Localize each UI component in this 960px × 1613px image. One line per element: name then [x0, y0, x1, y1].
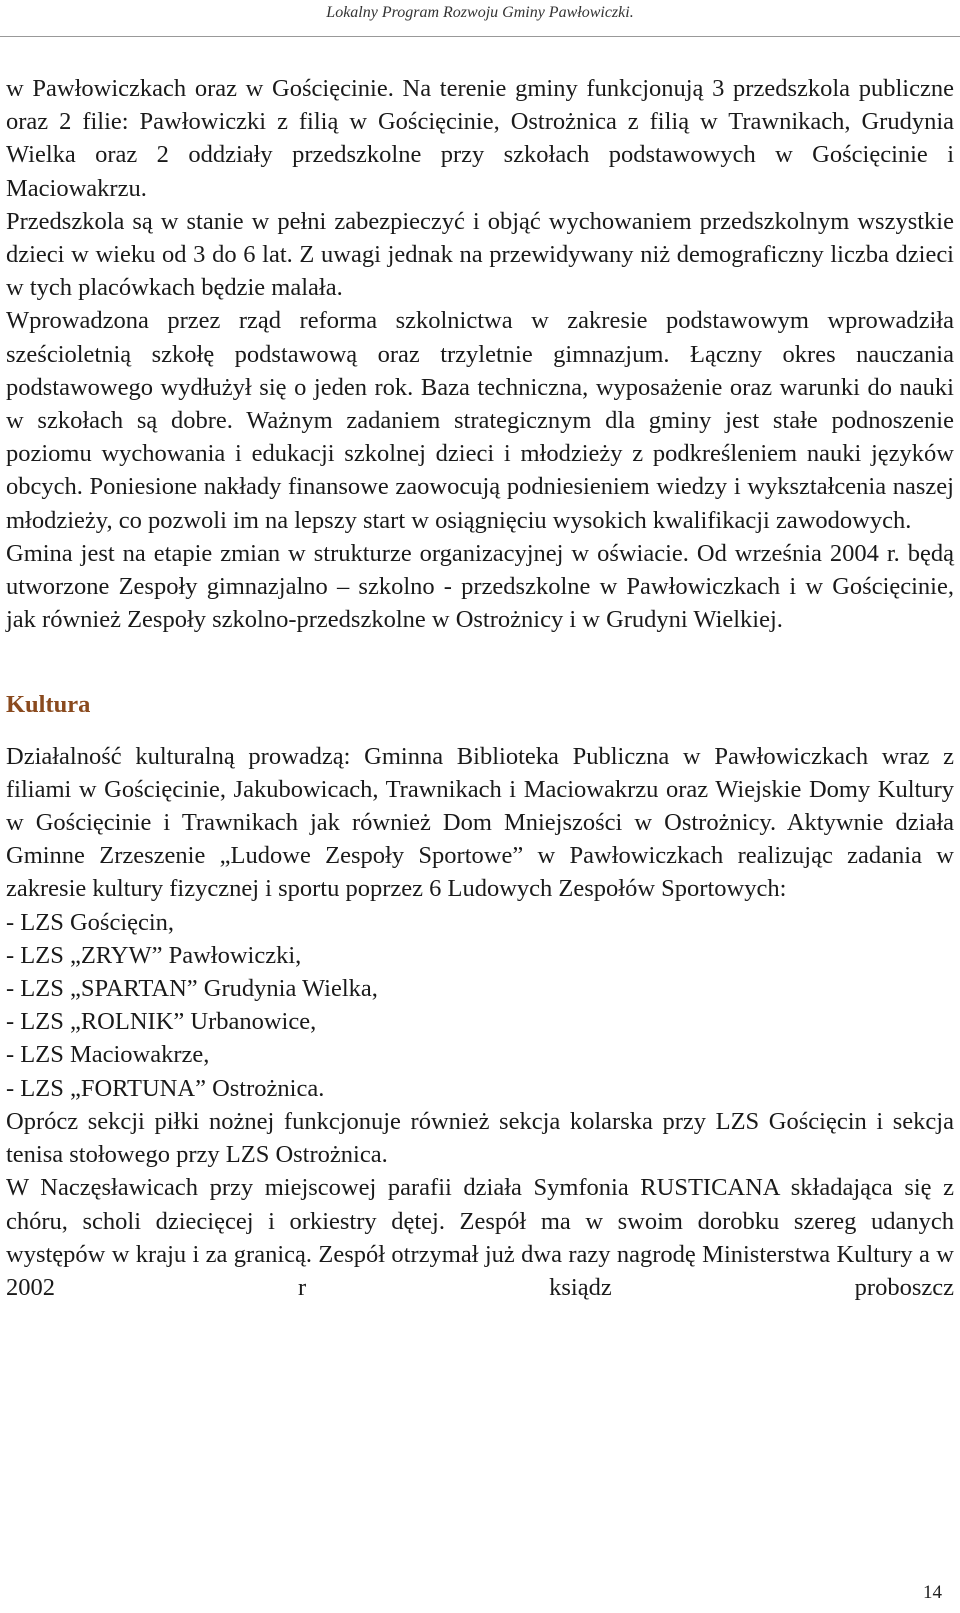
list-item: - LZS Gościęcin, [6, 908, 175, 936]
list-item: - LZS „ZRYW” Pawłowiczki, [6, 941, 302, 969]
lzs-list [6, 906, 954, 1105]
paragraph-preschool-capacity: Przedszkola są w stanie w pełni zabezpieczyć i objąć wychowaniem przedszkolnym wszystkie dzieci w wieku od 3 do 6 lat. Z uwagi jednak na przewidywany niż demograficzny liczba dzieci w tych placówkach będzie malała. [6, 207, 954, 302]
running-header: Lokalny Program Rozwoju Gminy Pawłowiczki. [0, 0, 960, 37]
paragraph-sports-sections: Oprócz sekcji piłki nożnej funkcjonuje również sekcja kolarska przy LZS Gościęcin i sekcja tenisa stołowego przy LZS Ostrożnica. [6, 1107, 954, 1169]
list-item: - LZS „FORTUNA” Ostrożnica. [6, 1074, 325, 1102]
paragraph-preschools: w Pawłowiczkach oraz w Gościęcinie. Na terenie gminy funkcjonują 3 przedszkola publiczne oraz 2 filie: Pawłowiczki z filią w Gościęcinie, Ostrożnica z filią w Trawnikach, Grudynia Wielka oraz 2 oddziały przedszkolne przy szkołach podstawowych w Gościęcinie i Maciowakrzu. [6, 75, 954, 202]
section-title-kultura: Kultura [6, 691, 91, 719]
paragraph-school-reform: Wprowadzona przez rząd reforma szkolnictwa w zakresie podstawowym wprowadziła sześcioletnią szkołę podstawową oraz trzyletnie gimnazjum. Łączny okres nauczania podstawowego wydłużył się o jeden rok. Baza techniczna, wyposażenie oraz warunki do nauki w szkołach są dobre. Ważnym zadaniem strategicznym dla gminy jest stałe podnoszenie poziomu wychowania i edukacji szkolnej dzieci i młodzieży z podkreśleniem nauki języków obcych. Poniesione nakłady finansowe zaowocują podniesieniem wiedzy i wykształcenia naszej młodzieży, co pozwoli im na lepszy start w osiągnięciu wysokich kwalifikacji zawodowych. [6, 307, 954, 534]
list-item: - LZS „SPARTAN” Grudynia Wielka, [6, 975, 378, 1003]
paragraph-rusticana: W Naczęsławicach przy miejscowej parafii działa Symfonia RUSTICANA składająca się z chóru, scholi dziecięcej i orkiestry dętej. Zespół ma w swoim dorobku szereg udanych występów w kraju i za granicą. Zespół otrzymał już dwa razy nagrodę Ministerstwa Kultury a w 2002 r ksiądz proboszcz [6, 1174, 954, 1301]
list-item: - LZS „ROLNIK” Urbanowice, [6, 1008, 317, 1036]
paragraph-culture-intro: Działalność kulturalną prowadzą: Gminna Biblioteka Publiczna w Pawłowiczkach wraz z filiami w Gościęcinie, Jakubowicach, Trawnikach i Maciowakrzu oraz Wiejskie Domy Kultury w Gościęcinie i Trawnikach jak również Dom Mniejszości w Ostrożnicy. Aktywnie działa Gminne Zrzeszenie „Ludowe Zespoły Sportowe” w Pawłowiczkach realizując zadania w zakresie kultury fizycznej i sportu poprzez 6 Ludowych Zespołów Sportowych: [6, 742, 954, 903]
page-content [6, 72, 954, 1337]
list-item: - LZS Maciowakrze, [6, 1041, 210, 1069]
paragraph-organizational-changes: Gmina jest na etapie zmian w strukturze organizacyjnej w oświacie. Od września 2004 r. będą utworzone Zespoły gimnazjalno – szkolno - przedszkolne w Pawłowiczkach i w Gościęcinie, jak również Zespoły szkolno-przedszkolne w Ostrożnicy i w Grudyni Wielkiej. [6, 539, 954, 634]
page-number: 14 [923, 1582, 942, 1603]
